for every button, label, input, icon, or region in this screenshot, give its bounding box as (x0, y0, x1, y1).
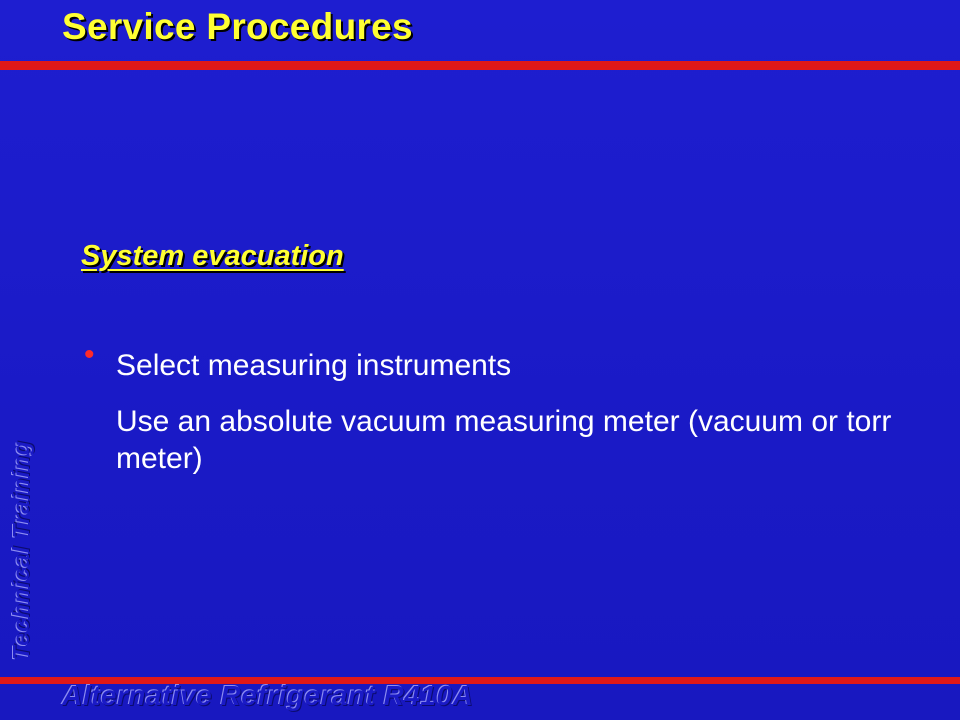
footer-watermark: Alternative Refrigerant R410A (62, 680, 474, 711)
section-heading: System evacuation (81, 240, 344, 272)
slide-title: Service Procedures (62, 6, 413, 47)
bullet-icon: • (84, 338, 95, 371)
title-divider (0, 61, 960, 70)
bullet-item: Select measuring instruments (116, 349, 512, 382)
side-watermark: Technical Training (8, 440, 34, 660)
bullet-subtext: Use an absolute vacuum measuring meter (vacuum or torr meter) (116, 405, 892, 475)
